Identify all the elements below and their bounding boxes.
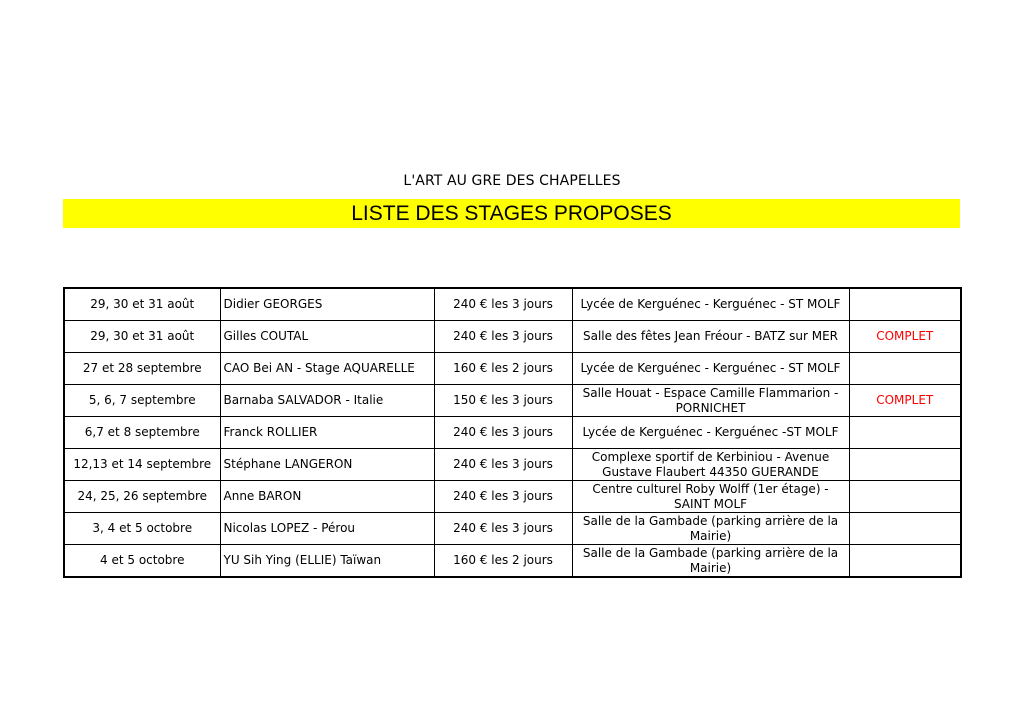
stage-place: Lycée de Kerguénec - Kerguénec - ST MOLF [572,288,849,321]
stage-date: 24, 25, 26 septembre [64,481,220,513]
document-title: LISTE DES STAGES PROPOSES [351,202,672,225]
stage-date: 29, 30 et 31 août [64,321,220,353]
stage-date: 3, 4 et 5 octobre [64,513,220,545]
stage-date: 4 et 5 octobre [64,545,220,578]
stage-status [849,481,961,513]
stage-artist: Barnaba SALVADOR - Italie [220,385,434,417]
stage-status [849,545,961,578]
stage-artist: Nicolas LOPEZ - Pérou [220,513,434,545]
stage-status: COMPLET [849,385,961,417]
stage-place: Salle de la Gambade (parking arrière de la Mairie) [572,545,849,578]
stage-price: 240 € les 3 jours [434,481,572,513]
stage-artist: Gilles COUTAL [220,321,434,353]
table-row [64,417,961,449]
table-row [64,545,961,578]
stage-price: 160 € les 2 jours [434,545,572,578]
stage-place: Salle Houat - Espace Camille Flammarion - PORNICHET [572,385,849,417]
stage-price: 150 € les 3 jours [434,385,572,417]
stage-artist: YU Sih Ying (ELLIE) Taïwan [220,545,434,578]
stage-place: Centre culturel Roby Wolff (1er étage) - SAINT MOLF [572,481,849,513]
stage-artist: Anne BARON [220,481,434,513]
stage-artist: CAO Bei AN - Stage AQUARELLE [220,353,434,385]
stage-price: 240 € les 3 jours [434,417,572,449]
stage-status [849,417,961,449]
document-supertitle: L'ART AU GRE DES CHAPELLES [403,173,621,189]
stages-table [63,287,962,578]
stage-date: 27 et 28 septembre [64,353,220,385]
stage-price: 160 € les 2 jours [434,353,572,385]
table-row [64,513,961,545]
stage-place: Lycée de Kerguénec - Kerguénec - ST MOLF [572,353,849,385]
stage-price: 240 € les 3 jours [434,513,572,545]
table-row [64,353,961,385]
table-row [64,288,961,321]
stage-status [849,288,961,321]
stage-date: 6,7 et 8 septembre [64,417,220,449]
stage-date: 5, 6, 7 septembre [64,385,220,417]
table-row [64,385,961,417]
table-row [64,481,961,513]
title-band [63,199,960,228]
stage-date: 12,13 et 14 septembre [64,449,220,481]
stage-status [849,353,961,385]
stage-artist: Franck ROLLIER [220,417,434,449]
stage-place: Salle des fêtes Jean Fréour - BATZ sur MER [572,321,849,353]
table-row [64,321,961,353]
stage-place: Complexe sportif de Kerbiniou - Avenue Gustave Flaubert 44350 GUERANDE [572,449,849,481]
stage-price: 240 € les 3 jours [434,288,572,321]
stage-status [849,449,961,481]
stage-price: 240 € les 3 jours [434,449,572,481]
stage-date: 29, 30 et 31 août [64,288,220,321]
stage-price: 240 € les 3 jours [434,321,572,353]
stage-place: Lycée de Kerguénec - Kerguénec -ST MOLF [572,417,849,449]
stage-place: Salle de la Gambade (parking arrière de la Mairie) [572,513,849,545]
stage-artist: Stéphane LANGERON [220,449,434,481]
stage-artist: Didier GEORGES [220,288,434,321]
stage-status: COMPLET [849,321,961,353]
stage-status [849,513,961,545]
table-row [64,449,961,481]
